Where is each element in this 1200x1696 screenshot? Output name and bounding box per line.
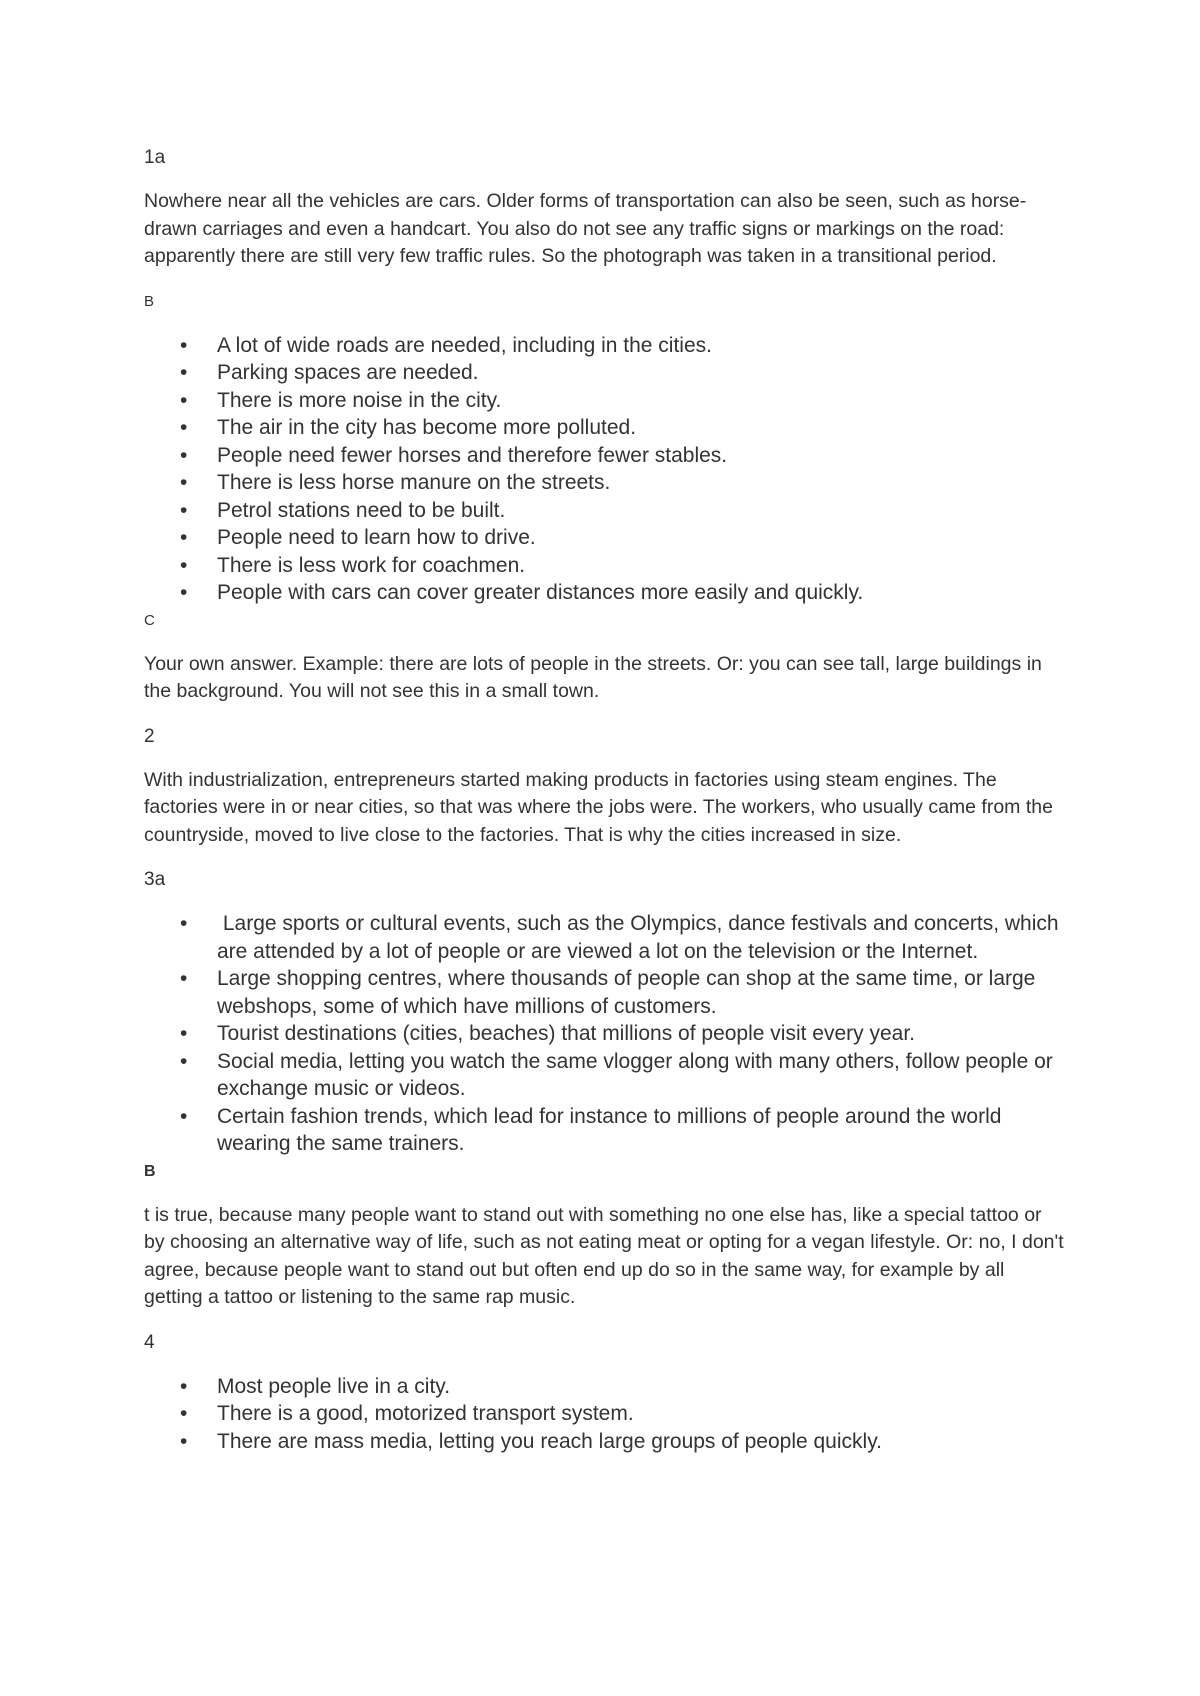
list-item-text: There is more noise in the city. — [217, 388, 502, 412]
bullet-icon: • — [180, 416, 188, 439]
list-item-text: Social media, letting you watch the same vlogger along with many others, follow people or exchange music or videos. — [217, 1049, 1053, 1100]
bullet-icon: • — [180, 526, 188, 549]
bullet-icon: • — [180, 443, 188, 467]
bullet-icon: • — [180, 471, 188, 494]
list-item — [144, 965, 1064, 1020]
section-3b-heading: B — [144, 1162, 156, 1180]
list-item — [144, 332, 1064, 360]
list-item-text: There is less work for coachmen. — [217, 553, 526, 577]
list-item — [144, 910, 1064, 965]
list-item-text: Large shopping centres, where thousands of people can shop at the same time, or large webshops, some of which have millions of customers. — [217, 967, 1036, 1018]
list-item-text: There are mass media, letting you reach large groups of people quickly. — [217, 1429, 882, 1453]
list-item — [144, 1400, 1064, 1428]
list-item — [144, 497, 1064, 525]
bullet-icon: • — [180, 581, 188, 604]
list-item-text: Large sports or cultural events, such as the Olympics, dance festivals and concerts, which are attended by a lot of people or are viewed a lot on the television or the Internet. — [217, 912, 1065, 963]
list-item — [144, 359, 1064, 387]
bullet-icon: • — [180, 1022, 188, 1045]
document-page — [144, 144, 1064, 1455]
section-4-list — [144, 1373, 1064, 1456]
list-item — [144, 1103, 1064, 1158]
list-item — [144, 387, 1064, 415]
section-1c-text: Your own answer. Example: there are lots of people in the streets. Or: you can see tall, large buildings in the background. You will not see this in a small town. — [144, 652, 1042, 702]
list-item-text: Certain fashion trends, which lead for instance to millions of people around the world wearing the same trainers. — [217, 1104, 1002, 1155]
bullet-icon: • — [180, 1374, 188, 1398]
bullet-icon: • — [180, 1402, 188, 1425]
section-1b-list — [144, 332, 1064, 607]
list-item-text: Tourist destinations (cities, beaches) that millions of people visit every year. — [217, 1022, 915, 1045]
list-item — [144, 579, 1064, 607]
list-item-text: Most people live in a city. — [217, 1374, 451, 1398]
list-item — [144, 1020, 1064, 1048]
bullet-icon: • — [180, 1049, 188, 1073]
list-item-text: A lot of wide roads are needed, including in the cities. — [217, 333, 712, 357]
list-item — [144, 1428, 1064, 1456]
bullet-icon: • — [180, 498, 188, 522]
section-4-heading: 4 — [144, 1331, 155, 1353]
section-2-heading: 2 — [144, 725, 155, 747]
section-1a-heading: 1a — [144, 147, 166, 168]
list-item-text: There is a good, motorized transport system. — [217, 1402, 634, 1425]
list-item-text: There is less horse manure on the streets. — [217, 471, 611, 494]
list-item-text: Parking spaces are needed. — [217, 361, 479, 384]
section-1c-heading: C — [144, 611, 155, 629]
list-item — [144, 1048, 1064, 1103]
list-item — [144, 524, 1064, 552]
bullet-icon: • — [180, 1429, 188, 1453]
list-item-text: People with cars can cover greater distances more easily and quickly. — [217, 581, 864, 604]
list-item-text: People need fewer horses and therefore fewer stables. — [217, 443, 728, 467]
list-item — [144, 1373, 1064, 1401]
list-item-text: Petrol stations need to be built. — [217, 498, 506, 522]
list-item — [144, 414, 1064, 442]
section-1a-text: Nowhere near all the vehicles are cars. Older forms of transportation can also be seen, such as horse-drawn carriages and even a handcart. You also do not see any traffic signs or markings on the road: apparently there are still very few traffic rules. So the photograph was taken in a transitional period. — [144, 190, 1027, 267]
section-2-text: With industrialization, entrepreneurs started making products in factories using steam engines. The factories were in or near cities, so that was where the jobs were. The workers, who usually came from the countryside, moved to live close to the factories. That is why the cities increased in size. — [144, 768, 1053, 846]
list-item-text: People need to learn how to drive. — [217, 526, 536, 549]
section-1b-heading: B — [144, 292, 155, 310]
bullet-icon: • — [180, 912, 188, 935]
bullet-icon: • — [180, 1104, 188, 1128]
list-item — [144, 469, 1064, 497]
list-item — [144, 552, 1064, 580]
bullet-icon: • — [180, 388, 188, 412]
list-item — [144, 442, 1064, 470]
bullet-icon: • — [180, 333, 188, 357]
bullet-icon: • — [180, 361, 188, 384]
section-3a-list — [144, 910, 1064, 1158]
section-3b-text: t is true, because many people want to stand out with something no one else has, like a special tattoo or by choosing an alternative way of life, such as not eating meat or opting for a vegan lifestyle. Or: no, I don't agree, because people want to stand out but often end up do so in the same way, for example by all getting a tattoo or listening to the same rap music. — [144, 1203, 1064, 1308]
section-3a-heading: 3a — [144, 869, 166, 890]
list-item-text: The air in the city has become more polluted. — [217, 416, 637, 439]
bullet-icon: • — [180, 553, 188, 577]
bullet-icon: • — [180, 967, 188, 990]
